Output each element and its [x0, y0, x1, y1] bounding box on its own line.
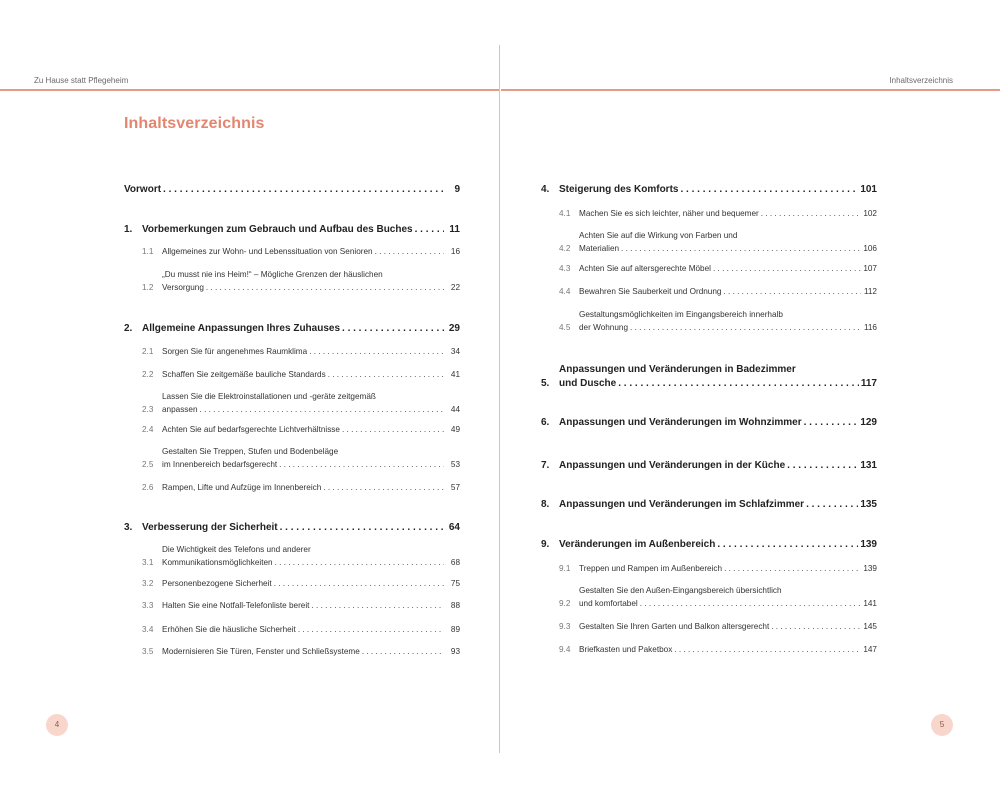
entry-title: Schaffen Sie zeitgemäße bauliche Standards — [162, 370, 326, 379]
entry-title: Bewahren Sie Sauberkeit und Ordnung — [579, 287, 722, 296]
entry-number: 3.4 — [142, 625, 154, 634]
toc-subentry — [124, 645, 460, 658]
entry-title: Rampen, Lifte und Aufzüge im Innenbereich — [162, 483, 322, 492]
entry-number: 2.4 — [142, 425, 154, 434]
entry-number: 3.1 — [142, 558, 154, 567]
left-page — [0, 0, 499, 800]
dot-leader — [275, 556, 444, 569]
entry-title: Machen Sie es sich leichter, näher und bequemer — [579, 209, 759, 218]
toc-subentry — [124, 599, 460, 612]
dot-leader — [771, 620, 861, 633]
entry-number: 4.4 — [559, 287, 571, 296]
entry-number: 8. — [541, 499, 550, 510]
dot-leader — [200, 403, 444, 416]
entry-title: Briefkasten und Paketbox — [579, 645, 673, 654]
entry-number: 4.3 — [559, 264, 571, 273]
dot-leader — [362, 645, 444, 658]
dot-leader — [680, 183, 858, 197]
entry-page-number: 29 — [448, 323, 460, 334]
dot-leader — [713, 262, 861, 275]
entry-title-line2: und Dusche — [559, 378, 617, 389]
entry-page-number: 135 — [860, 499, 877, 510]
entry-page-number: 112 — [863, 287, 877, 296]
entry-number: 9.2 — [559, 599, 571, 608]
entry-title: Anpassungen und Veränderungen im Wohnzimmer — [559, 417, 802, 428]
entry-title: Steigerung des Komforts — [559, 184, 679, 195]
entry-page-number: 49 — [450, 425, 460, 434]
running-head-left: Zu Hause statt Pflegeheim — [34, 76, 129, 85]
dot-leader — [723, 285, 861, 298]
entry-page-number: 53 — [450, 460, 460, 469]
entry-number: 3.2 — [142, 579, 154, 588]
header-rule-left — [0, 89, 499, 91]
entry-page-number: 88 — [450, 601, 460, 610]
entry-title: Treppen und Rampen im Außenbereich — [579, 564, 723, 573]
entry-title: Personenbezogene Sicherheit — [162, 579, 272, 588]
entry-title-line1: Lassen Sie die Elektroinstallationen und -geräte zeitgemäß — [162, 392, 376, 401]
entry-title: Allgemeine Anpassungen Ihres Zuhauses — [142, 323, 341, 334]
dot-leader — [342, 423, 444, 436]
entry-page-number: 57 — [450, 483, 460, 492]
entry-page-number: 93 — [450, 647, 460, 656]
entry-page-number: 147 — [863, 645, 877, 654]
entry-number: 3.3 — [142, 601, 154, 610]
entry-title-line2: und komfortabel — [579, 599, 638, 608]
book-spine — [499, 45, 500, 753]
toc-chapter-entry — [541, 416, 877, 430]
toc-subentry — [541, 308, 877, 334]
toc-subentry — [124, 390, 460, 416]
dot-leader — [674, 643, 861, 656]
entry-page-number: 34 — [450, 347, 460, 356]
toc-subentry — [124, 245, 460, 258]
dot-leader — [328, 368, 444, 381]
dot-leader — [618, 377, 859, 391]
dot-leader — [298, 623, 444, 636]
entry-title-line1: Die Wichtigkeit des Telefons und anderer — [162, 545, 311, 554]
toc-subentry — [541, 562, 877, 575]
toc-subentry — [124, 268, 460, 294]
toc-subentry — [124, 445, 460, 471]
toc-subentry — [124, 423, 460, 436]
entry-page-number: 75 — [450, 579, 460, 588]
dot-leader — [375, 245, 444, 258]
entry-title-line2: Materialien — [579, 244, 620, 253]
entry-number: 9.1 — [559, 564, 571, 573]
entry-number: 2.5 — [142, 460, 154, 469]
entry-title: Erhöhen Sie die häusliche Sicherheit — [162, 625, 296, 634]
entry-page-number: 117 — [860, 378, 877, 389]
dot-leader — [630, 321, 861, 334]
toc-subentry — [541, 229, 877, 255]
dot-leader — [323, 481, 444, 494]
entry-page-number: 116 — [863, 323, 877, 332]
entry-number: 4.2 — [559, 244, 571, 253]
entry-number: 1.2 — [142, 283, 154, 292]
toc-subentry — [124, 345, 460, 358]
entry-number: 7. — [541, 460, 550, 471]
entry-title: Vorwort — [124, 184, 162, 195]
entry-page-number: 131 — [860, 460, 877, 471]
entry-title: Sorgen Sie für angenehmes Raumklima — [162, 347, 308, 356]
entry-title: Vorbemerkungen zum Gebrauch und Aufbau des Buches — [142, 224, 413, 235]
entry-title: Achten Sie auf bedarfsgerechte Lichtverhältnisse — [162, 425, 340, 434]
entry-title-line2: der Wohnung — [579, 323, 629, 332]
entry-title: Gestalten Sie Ihren Garten und Balkon altersgerecht — [579, 622, 770, 631]
entry-title: Achten Sie auf altersgerechte Möbel — [579, 264, 711, 273]
toc-subentry — [541, 285, 877, 298]
toc-subentry — [541, 620, 877, 633]
toc-chapter-entry — [124, 183, 460, 197]
entry-title-line1: Achten Sie auf die Wirkung von Farben und — [579, 231, 738, 240]
entry-number: 4.5 — [559, 323, 571, 332]
dot-leader — [761, 207, 861, 220]
entry-page-number: 22 — [450, 283, 460, 292]
entry-page-number: 64 — [448, 522, 460, 533]
entry-title: Verbesserung der Sicherheit — [142, 522, 278, 533]
entry-page-number: 89 — [450, 625, 460, 634]
toc-chapter-entry — [541, 363, 877, 391]
entry-title-line2: Kommunikationsmöglichkeiten — [162, 558, 273, 567]
entry-number: 3.5 — [142, 647, 154, 656]
toc-subentry — [541, 584, 877, 610]
toc-chapter-entry — [124, 521, 460, 535]
entry-page-number: 11 — [449, 224, 460, 235]
toc-chapter-entry — [124, 223, 460, 237]
dot-leader — [717, 538, 858, 552]
entry-page-number: 44 — [450, 405, 460, 414]
entry-page-number: 41 — [450, 370, 460, 379]
entry-page-number: 106 — [863, 244, 877, 253]
toc-chapter-entry — [541, 459, 877, 473]
page-number-left: 4 — [46, 714, 68, 736]
dot-leader — [311, 599, 444, 612]
toc-chapter-entry — [124, 322, 460, 336]
entry-title-line1: Anpassungen und Veränderungen in Badezimmer — [559, 364, 796, 375]
entry-title: Modernisieren Sie Türen, Fenster und Schließsysteme — [162, 647, 360, 656]
toc-subentry — [124, 623, 460, 636]
toc-subentry — [124, 543, 460, 569]
entry-page-number: 68 — [450, 558, 460, 567]
entry-page-number: 129 — [860, 417, 877, 428]
dot-leader — [274, 577, 444, 590]
entry-page-number: 139 — [863, 564, 877, 573]
toc-chapter-entry — [541, 183, 877, 197]
entry-page-number: 141 — [863, 599, 877, 608]
header-rule-right — [501, 89, 1000, 91]
entry-title: Anpassungen und Veränderungen in der Küche — [559, 460, 786, 471]
toc-subentry — [124, 481, 460, 494]
page-number-right: 5 — [931, 714, 953, 736]
entry-number: 6. — [541, 417, 550, 428]
entry-page-number: 101 — [860, 184, 877, 195]
entry-page-number: 145 — [863, 622, 877, 631]
entry-number: 9.4 — [559, 645, 571, 654]
dot-leader — [342, 322, 444, 336]
dot-leader — [640, 597, 861, 610]
entry-number: 4. — [541, 184, 550, 195]
entry-number: 3. — [124, 522, 133, 533]
entry-page-number: 9 — [454, 184, 460, 195]
toc-subentry — [541, 643, 877, 656]
entry-number: 9.3 — [559, 622, 571, 631]
entry-number: 2.3 — [142, 405, 154, 414]
entry-number: 2.1 — [142, 347, 154, 356]
entry-title: Veränderungen im Außenbereich — [559, 539, 716, 550]
toc-chapter-entry — [541, 538, 877, 552]
entry-title: Halten Sie eine Notfall-Telefonliste bereit — [162, 601, 310, 610]
entry-title: Anpassungen und Veränderungen im Schlafzimmer — [559, 499, 805, 510]
toc-subentry — [124, 368, 460, 381]
dot-leader — [804, 416, 859, 430]
entry-title-line2: im Innenbereich bedarfsgerecht — [162, 460, 278, 469]
toc-chapter-entry — [541, 498, 877, 512]
toc-subentry — [124, 577, 460, 590]
dot-leader — [280, 521, 444, 535]
dot-leader — [163, 183, 444, 197]
entry-title-line2: Versorgung — [162, 283, 204, 292]
entry-page-number: 102 — [863, 209, 877, 218]
entry-page-number: 139 — [860, 539, 877, 550]
dot-leader — [724, 562, 861, 575]
entry-number: 1. — [124, 224, 133, 235]
entry-page-number: 16 — [450, 247, 460, 256]
toc-subentry — [541, 262, 877, 275]
dot-leader — [787, 459, 858, 473]
entry-page-number: 107 — [863, 264, 877, 273]
right-page — [501, 0, 1000, 800]
running-head-right: Inhaltsverzeichnis — [889, 76, 953, 85]
dot-leader — [206, 281, 444, 294]
dot-leader — [309, 345, 444, 358]
entry-title-line1: Gestalten Sie Treppen, Stufen und Bodenbeläge — [162, 447, 339, 456]
entry-number: 5. — [541, 378, 550, 389]
entry-title-line1: Gestaltungsmöglichkeiten im Eingangsbereich innerhalb — [579, 310, 783, 319]
entry-number: 1.1 — [142, 247, 154, 256]
dot-leader — [279, 458, 444, 471]
entry-title: Allgemeines zur Wohn- und Lebenssituation von Senioren — [162, 247, 373, 256]
toc-subentry — [541, 207, 877, 220]
entry-number: 2. — [124, 323, 133, 334]
entry-number: 2.2 — [142, 370, 154, 379]
dot-leader — [621, 242, 861, 255]
dot-leader — [806, 498, 858, 512]
toc-title: Inhaltsverzeichnis — [124, 115, 265, 132]
entry-number: 2.6 — [142, 483, 154, 492]
entry-number: 9. — [541, 539, 550, 550]
entry-title-line1: „Du musst nie ins Heim!“ – Mögliche Grenzen der häuslichen — [162, 270, 383, 279]
entry-title-line2: anpassen — [162, 405, 198, 414]
entry-number: 4.1 — [559, 209, 571, 218]
entry-title-line1: Gestalten Sie den Außen-Eingangsbereich übersichtlich — [579, 586, 782, 595]
dot-leader — [415, 223, 444, 237]
